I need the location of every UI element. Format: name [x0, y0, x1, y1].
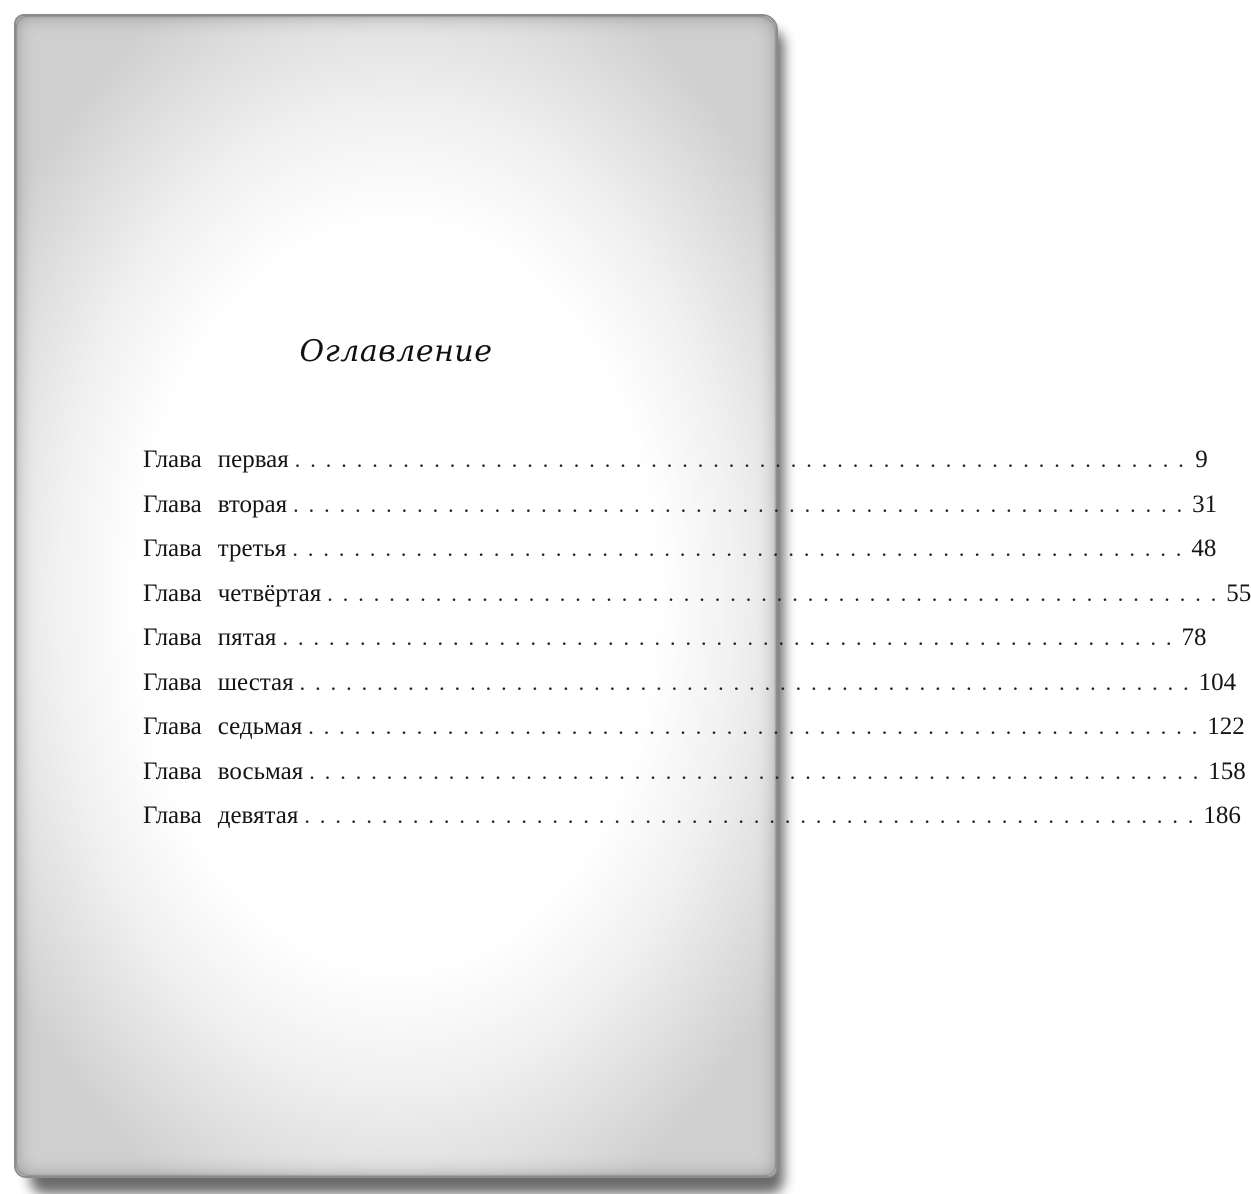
page-number: 78 [1181, 624, 1207, 651]
chapter-name: вторая [217, 490, 288, 518]
dot-leader: .......................................................... [294, 447, 1194, 472]
page-number: 48 [1191, 535, 1217, 562]
chapter-name: седьмая [217, 713, 303, 740]
page-number: 31 [1192, 490, 1218, 518]
chapter-name: четвёртая [217, 579, 322, 607]
page-number: 122 [1207, 713, 1245, 740]
chapter-word: Глава [143, 624, 202, 651]
chapter-name: первая [217, 446, 289, 473]
page-title: Оглавление [299, 334, 493, 369]
chapter-word: Глава [143, 713, 202, 740]
chapter-word: Глава [143, 668, 202, 696]
chapter-word: Глава [143, 535, 202, 562]
dot-leader: .......................................................... [292, 536, 1192, 561]
chapter-name: восьмая [217, 757, 304, 785]
toc-entry [143, 757, 1246, 803]
toc-entry [143, 446, 1208, 491]
dot-leader: .......................................................... [299, 669, 1199, 695]
chapter-word: Глава [143, 490, 202, 518]
toc-entry [143, 802, 1241, 847]
chapter-name: девятая [217, 802, 299, 829]
page-number: 158 [1208, 757, 1246, 785]
chapter-name: третья [217, 535, 287, 562]
toc-entry [143, 624, 1207, 669]
dot-leader: .......................................................... [282, 625, 1182, 650]
dot-leader: .......................................................... [304, 803, 1204, 828]
chapter-word: Глава [143, 579, 202, 607]
dot-leader: .......................................................... [293, 491, 1193, 517]
page-number: 104 [1198, 668, 1237, 696]
book-page [14, 14, 1251, 1178]
toc-entry [143, 535, 1217, 580]
chapter-word: Глава [143, 802, 202, 829]
toc-entry [143, 713, 1245, 758]
chapter-name: шестая [217, 668, 294, 696]
page-number: 55 [1226, 579, 1251, 607]
chapter-word: Глава [143, 757, 202, 785]
chapter-word: Глава [143, 446, 202, 473]
table-of-contents [143, 446, 1251, 847]
toc-entry [143, 579, 1251, 625]
dot-leader: .......................................................... [309, 758, 1209, 784]
dot-leader: .......................................................... [308, 714, 1208, 739]
toc-entry [143, 490, 1218, 536]
dot-leader: .......................................................... [327, 580, 1227, 606]
toc-entry [143, 668, 1237, 714]
page-number: 186 [1203, 802, 1241, 829]
page-number: 9 [1195, 446, 1208, 473]
chapter-name: пятая [217, 624, 277, 651]
